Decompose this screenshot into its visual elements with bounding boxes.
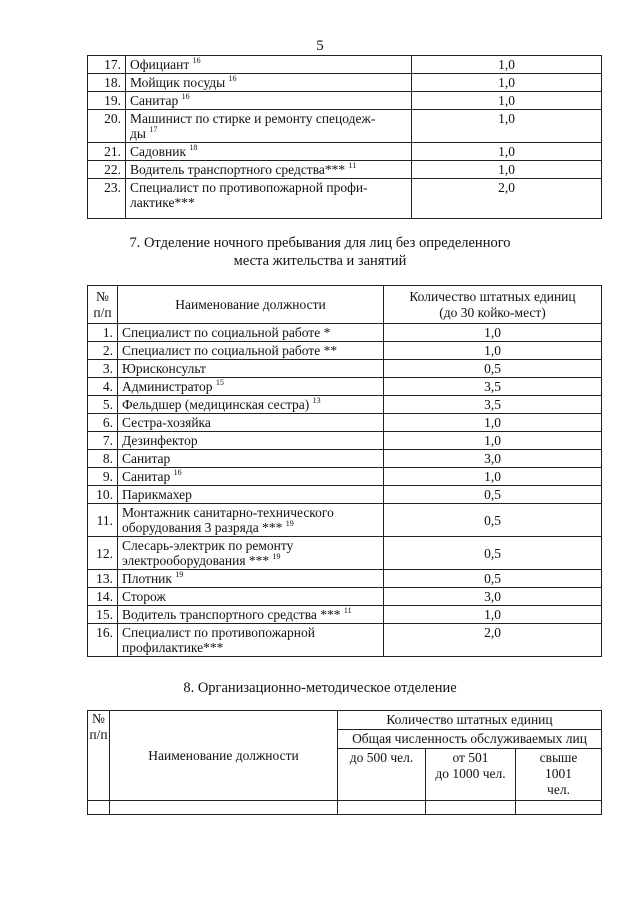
staff-units: 2,0 bbox=[384, 624, 602, 657]
footnote-ref: 16 bbox=[192, 56, 201, 65]
position-name: Слесарь-электрик по ремонту электрооборудования *** $^{19}$ bbox=[118, 537, 384, 570]
position-name: Садовник $^{18}$ bbox=[126, 143, 412, 161]
table-row bbox=[88, 486, 602, 504]
row-number: 5. bbox=[88, 396, 118, 414]
footnote-ref: 16 bbox=[181, 92, 190, 101]
section-7-title: 7. Отделение ночного пребывания для лиц без определенного места жительства и занятий bbox=[129, 235, 511, 269]
footnote-ref: 11 bbox=[348, 161, 357, 170]
footnote-ref: 13 bbox=[312, 396, 321, 405]
position-name: Официант $^{16}$ bbox=[126, 56, 412, 74]
table-row bbox=[88, 624, 602, 657]
table-row bbox=[88, 570, 602, 588]
staff-units: 3,0 bbox=[384, 588, 602, 606]
position-name: Юрисконсульт bbox=[118, 360, 384, 378]
staff-units: 0,5 bbox=[384, 537, 602, 570]
staff-units: 1,0 bbox=[412, 143, 602, 161]
position-name: Водитель транспортного средства*** $^{11}$ bbox=[126, 161, 412, 179]
staff-units: 1,0 bbox=[384, 606, 602, 624]
position-name: Сторож bbox=[118, 588, 384, 606]
staff-units: 1,0 bbox=[384, 468, 602, 486]
table-row bbox=[88, 110, 602, 143]
table-row bbox=[88, 801, 602, 815]
position-name: Специалист по социальной работе ** bbox=[118, 342, 384, 360]
page-number: 5 bbox=[316, 38, 324, 54]
header-col-up-to-500: до 500 чел. bbox=[338, 749, 426, 801]
row-number: 13. bbox=[88, 570, 118, 588]
row-number: 3. bbox=[88, 360, 118, 378]
position-name: Специалист по противопожарной профи- лактике*** bbox=[126, 179, 412, 219]
table-row bbox=[88, 606, 602, 624]
row-number: 11. bbox=[88, 504, 118, 537]
staff-table-section-7 bbox=[87, 285, 602, 657]
position-name: Фельдшер (медицинская сестра) $^{13}$ bbox=[118, 396, 384, 414]
row-number: 18. bbox=[88, 74, 126, 92]
row-number: 22. bbox=[88, 161, 126, 179]
header-staff-units: Количество штатных единиц bbox=[338, 711, 602, 730]
table-row bbox=[88, 342, 602, 360]
header-position-name: Наименование должности bbox=[118, 286, 384, 324]
staff-table-continuation bbox=[87, 55, 602, 219]
footnote-ref: 15 bbox=[215, 378, 224, 387]
staff-units: 0,5 bbox=[384, 504, 602, 537]
position-name: Монтажник санитарно-технического оборудования 3 разряда *** $^{19}$ bbox=[118, 504, 384, 537]
staff-units: 0,5 bbox=[384, 360, 602, 378]
staff-units: 1,0 bbox=[384, 432, 602, 450]
header-col-501-1000: от 501 до 1000 чел. bbox=[426, 749, 516, 801]
position-name: Водитель транспортного средства *** $^{11}$ bbox=[118, 606, 384, 624]
staff-units: 1,0 bbox=[412, 110, 602, 143]
table-row bbox=[88, 504, 602, 537]
staff-units: 3,0 bbox=[384, 450, 602, 468]
table-row bbox=[88, 414, 602, 432]
table-row bbox=[88, 588, 602, 606]
row-number: 15. bbox=[88, 606, 118, 624]
row-number: 21. bbox=[88, 143, 126, 161]
table-row bbox=[88, 324, 602, 342]
table-row bbox=[88, 396, 602, 414]
header-total-served: Общая численность обслуживаемых лиц bbox=[338, 730, 602, 749]
position-name: Санитар $^{16}$ bbox=[118, 468, 384, 486]
table-row bbox=[88, 450, 602, 468]
staff-units: 1,0 bbox=[412, 56, 602, 74]
staff-units: 2,0 bbox=[412, 179, 602, 219]
footnote-ref: 16 bbox=[228, 74, 237, 83]
row-number: 10. bbox=[88, 486, 118, 504]
row-number: 8. bbox=[88, 450, 118, 468]
position-name: Санитар bbox=[118, 450, 384, 468]
section-8-title: 8. Организационно-методическое отделение bbox=[183, 680, 457, 696]
position-name: Санитар $^{16}$ bbox=[126, 92, 412, 110]
row-number: 23. bbox=[88, 179, 126, 219]
footnote-ref: 19 bbox=[175, 570, 184, 579]
footnote-ref: 16 bbox=[173, 468, 182, 477]
table-row bbox=[88, 161, 602, 179]
header-position-name: Наименование должности bbox=[110, 711, 338, 801]
header-staff-units: Количество штатных единиц (до 30 койко-мест) bbox=[384, 286, 602, 324]
table-row bbox=[88, 468, 602, 486]
table-row bbox=[88, 378, 602, 396]
row-number: 7. bbox=[88, 432, 118, 450]
position-name: Администратор $^{15}$ bbox=[118, 378, 384, 396]
table-row bbox=[88, 432, 602, 450]
staff-units: 3,5 bbox=[384, 396, 602, 414]
header-col-over-1001: свыше 1001 чел. bbox=[516, 749, 602, 801]
table-row bbox=[88, 92, 602, 110]
position-name: Специалист по противопожарной профилактике*** bbox=[118, 624, 384, 657]
footnote-ref: 11 bbox=[343, 606, 352, 615]
row-number: 2. bbox=[88, 342, 118, 360]
header-num: № п/п bbox=[88, 286, 118, 324]
row-number: 19. bbox=[88, 92, 126, 110]
position-name: Дезинфектор bbox=[118, 432, 384, 450]
staff-units: 3,5 bbox=[384, 378, 602, 396]
row-number: 20. bbox=[88, 110, 126, 143]
row-number: 12. bbox=[88, 537, 118, 570]
position-name: Сестра-хозяйка bbox=[118, 414, 384, 432]
staff-units: 0,5 bbox=[384, 486, 602, 504]
staff-units: 1,0 bbox=[412, 92, 602, 110]
table-row bbox=[88, 143, 602, 161]
row-number: 17. bbox=[88, 56, 126, 74]
table-row bbox=[88, 56, 602, 74]
table-row bbox=[88, 537, 602, 570]
footnote-ref: 19 bbox=[272, 552, 281, 561]
footnote-ref: 17 bbox=[149, 125, 158, 134]
row-number: 4. bbox=[88, 378, 118, 396]
row-number: 9. bbox=[88, 468, 118, 486]
staff-units: 1,0 bbox=[412, 161, 602, 179]
position-name: Парикмахер bbox=[118, 486, 384, 504]
staff-units: 1,0 bbox=[384, 342, 602, 360]
table-row bbox=[88, 74, 602, 92]
header-num: № п/п bbox=[88, 711, 110, 801]
position-name: Специалист по социальной работе * bbox=[118, 324, 384, 342]
row-number: 16. bbox=[88, 624, 118, 657]
row-number: 14. bbox=[88, 588, 118, 606]
table-row bbox=[88, 360, 602, 378]
staff-units: 0,5 bbox=[384, 570, 602, 588]
position-name: Плотник $^{19}$ bbox=[118, 570, 384, 588]
footnote-ref: 18 bbox=[189, 143, 198, 152]
staff-units: 1,0 bbox=[384, 324, 602, 342]
position-name: Мойщик посуды $^{16}$ bbox=[126, 74, 412, 92]
staff-units: 1,0 bbox=[384, 414, 602, 432]
footnote-ref: 19 bbox=[285, 519, 294, 528]
staff-units: 1,0 bbox=[412, 74, 602, 92]
row-number: 1. bbox=[88, 324, 118, 342]
staff-table-section-8 bbox=[87, 710, 602, 815]
table-row bbox=[88, 179, 602, 219]
position-name: Машинист по стирке и ремонту спецодеж- ды $^{17}$ bbox=[126, 110, 412, 143]
row-number: 6. bbox=[88, 414, 118, 432]
